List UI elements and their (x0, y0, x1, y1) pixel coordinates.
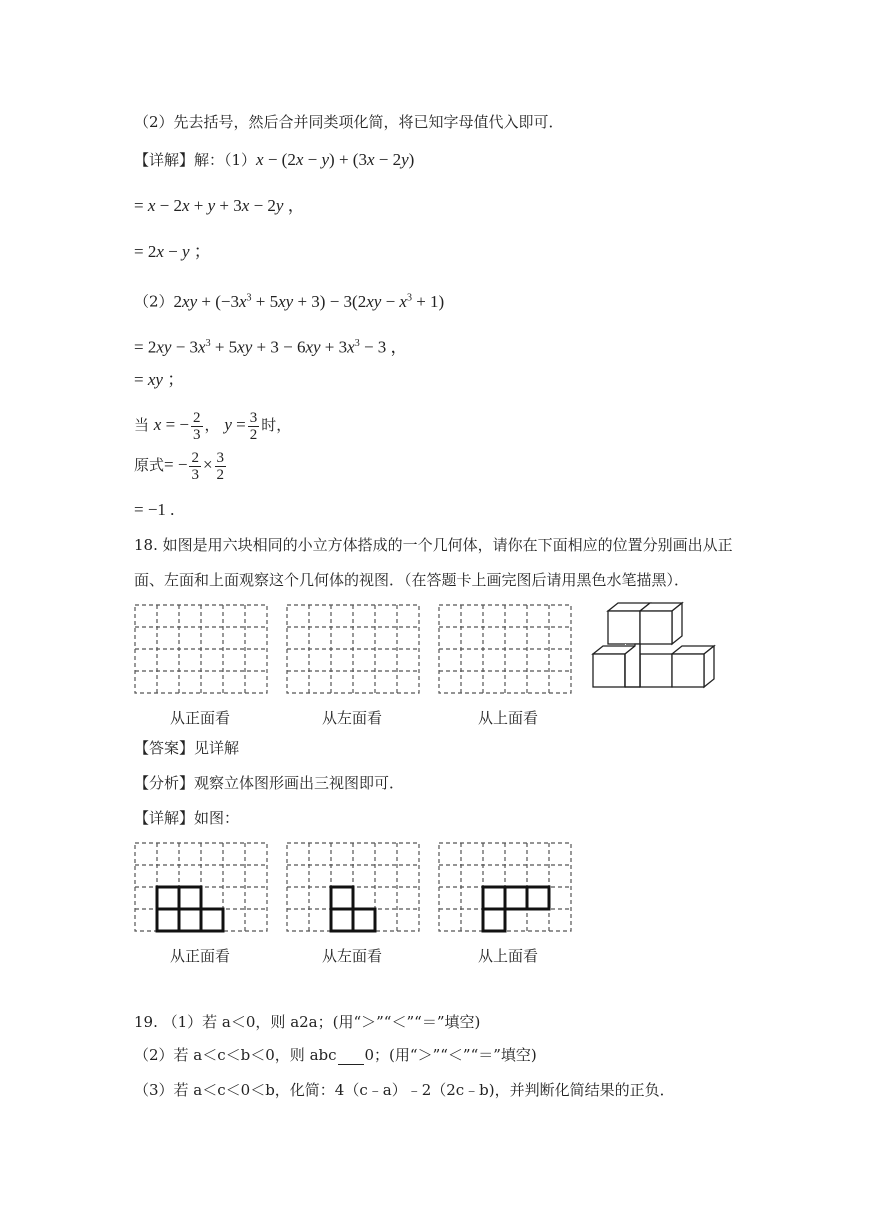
caption-left-view-answer: 从左面看 (322, 947, 383, 965)
expr-6: = xy ； (134, 370, 185, 389)
substitution-line: 当 x = − $\frac{2}{3}$ ， y = $\frac{3}{2}$ 时， (134, 409, 292, 443)
text-line-1: （2）先去括号，然后合并同类项化简，将已知字母值代入即可． (134, 113, 564, 131)
answer-line: 【答案】见详解 (134, 739, 240, 757)
caption-front-view: 从正面看 (170, 709, 231, 727)
part-label: （2） (134, 292, 174, 311)
expr-2: = x − 2x + y + 3x − 2y ， (134, 196, 305, 215)
caption-front-view-answer: 从正面看 (170, 947, 231, 965)
question-19-line-1: 19. （1）若 a＜0，则 a2a；(用“＞”“＜”“＝”填空) (134, 1013, 481, 1031)
question-18-line-1: 18. 如图是用六块相同的小立方体搭成的一个几何体，请你在下面相应的位置分别画出从正 (134, 536, 733, 554)
cube-figure (590, 600, 720, 695)
expr-line-5 (134, 288, 444, 312)
expr-1: x − (2x − y) + (3x − 2y) (256, 150, 415, 169)
answer-blank[interactable] (338, 1050, 364, 1065)
question-18-line-2: 面、左面和上面观察这个几何体的视图．（在答题卡上画完图后请用黑色水笔描黑）． (134, 571, 690, 589)
answer-grids (130, 838, 590, 938)
expr-4: $2xy + (-3x^3 + 5xy + 3) - 3(2xy - x^3 + 1)$ (173, 291, 445, 311)
detail-line-2 (134, 150, 414, 170)
detail-label: 【详解】解：（1） (134, 151, 257, 169)
empty-grids (130, 600, 590, 700)
detail-line: 【详解】如图： (134, 809, 240, 827)
when-label: 当 (134, 416, 150, 434)
caption-left-view: 从左面看 (322, 709, 383, 727)
original-expr-line: 原式= − $\frac{2}{3}$ × $\frac{3}{2}$ (134, 449, 225, 483)
question-19-line-3: （3）若 a＜c＜0＜b，化简：4（c﹣a）﹣2（2c﹣b)，并判断化简结果的正负． (134, 1081, 675, 1099)
caption-top-view-answer: 从上面看 (478, 947, 539, 965)
analysis-line: 【分析】观察立体图形画出三视图即可． (134, 774, 405, 792)
question-19-line-2: （2）若 a＜c＜b＜0，则 abc 0；(用“＞”“＜”“＝”填空) (134, 1046, 537, 1064)
fraction-y: $\frac{3}{2}$ (249, 409, 258, 443)
top-view-drawing (483, 887, 549, 931)
expr-3: = 2x − y ； (134, 242, 211, 261)
caption-top-view: 从上面看 (478, 709, 539, 727)
left-view-drawing (331, 887, 375, 931)
original-label: 原式 (134, 456, 165, 474)
expr-result: = −1 . (134, 500, 175, 519)
front-view-drawing (157, 887, 223, 931)
fraction-x: $\frac{2}{3}$ (193, 409, 201, 443)
expr-5: = $2xy - 3x^3 + 5xy + 3 - 6xy + 3x^3 - 3$ ， (134, 337, 408, 357)
